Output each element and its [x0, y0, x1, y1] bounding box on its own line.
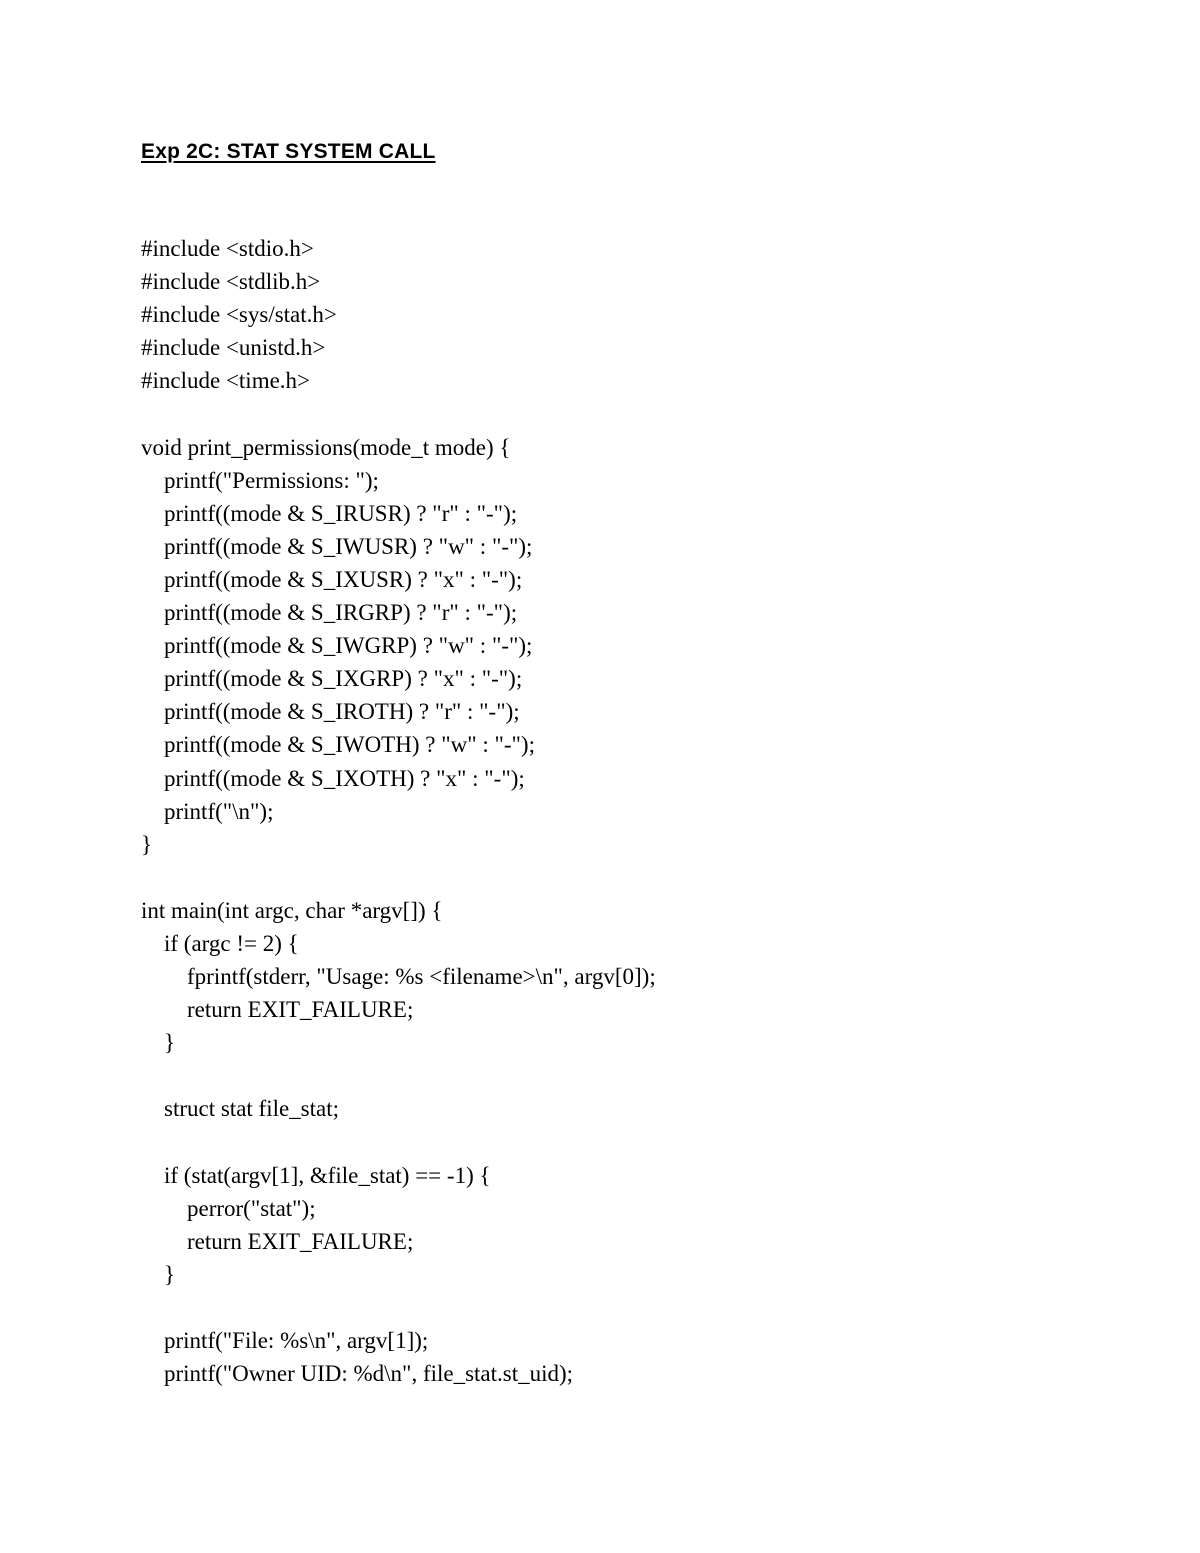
blank-line [141, 861, 656, 894]
code-line: printf("Permissions: "); [164, 467, 379, 493]
code-line: #include <time.h> [141, 368, 311, 394]
blank-line [141, 1059, 656, 1092]
code-line: } [164, 1261, 176, 1287]
blank-line [141, 397, 656, 430]
code-line: printf("\n"); [164, 798, 274, 824]
code-line: printf((mode & S_IWGRP) ? "w" : "-"); [164, 633, 533, 659]
code-line: printf((mode & S_IWUSR) ? "w" : "-"); [164, 533, 533, 559]
code-line: printf((mode & S_IXUSR) ? "x" : "-"); [164, 566, 523, 592]
code-line: #include <sys/stat.h> [141, 302, 337, 328]
code-line: printf("File: %s\n", argv[1]); [164, 1328, 429, 1354]
code-line: if (argc != 2) { [164, 930, 299, 956]
code-line: } [141, 831, 153, 857]
code-line: int main(int argc, char *argv[]) { [141, 897, 443, 923]
code-line: struct stat file_stat; [164, 1096, 340, 1122]
code-line: #include <stdio.h> [141, 236, 314, 261]
blank-line [141, 1291, 656, 1324]
code-line: } [164, 1030, 176, 1056]
blank-line [141, 1126, 656, 1159]
code-line: #include <stdlib.h> [141, 269, 321, 295]
code-line: printf((mode & S_IWOTH) ? "w" : "-"); [164, 732, 535, 758]
code-block [141, 232, 656, 1390]
code-line: fprintf(stderr, "Usage: %s <filename>\n", argv[0]); [187, 964, 656, 990]
code-line: #include <unistd.h> [141, 335, 326, 361]
code-line: return EXIT_FAILURE; [187, 1228, 414, 1254]
code-line: printf("Owner UID: %d\n", file_stat.st_uid); [164, 1361, 574, 1387]
code-line: printf((mode & S_IXGRP) ? "x" : "-"); [164, 666, 523, 692]
code-line: printf((mode & S_IXOTH) ? "x" : "-"); [164, 765, 525, 791]
code-line: perror("stat"); [187, 1195, 316, 1221]
code-line: if (stat(argv[1], &file_stat) == -1) { [164, 1162, 491, 1188]
code-line: printf((mode & S_IRGRP) ? "r" : "-"); [164, 600, 518, 626]
code-line: printf((mode & S_IROTH) ? "r" : "-"); [164, 699, 520, 725]
code-line: printf((mode & S_IRUSR) ? "r" : "-"); [164, 500, 518, 526]
code-line: return EXIT_FAILURE; [187, 997, 414, 1023]
document-title: Exp 2C: STAT SYSTEM CALL [141, 140, 436, 163]
code-line: void print_permissions(mode_t mode) { [141, 434, 511, 460]
